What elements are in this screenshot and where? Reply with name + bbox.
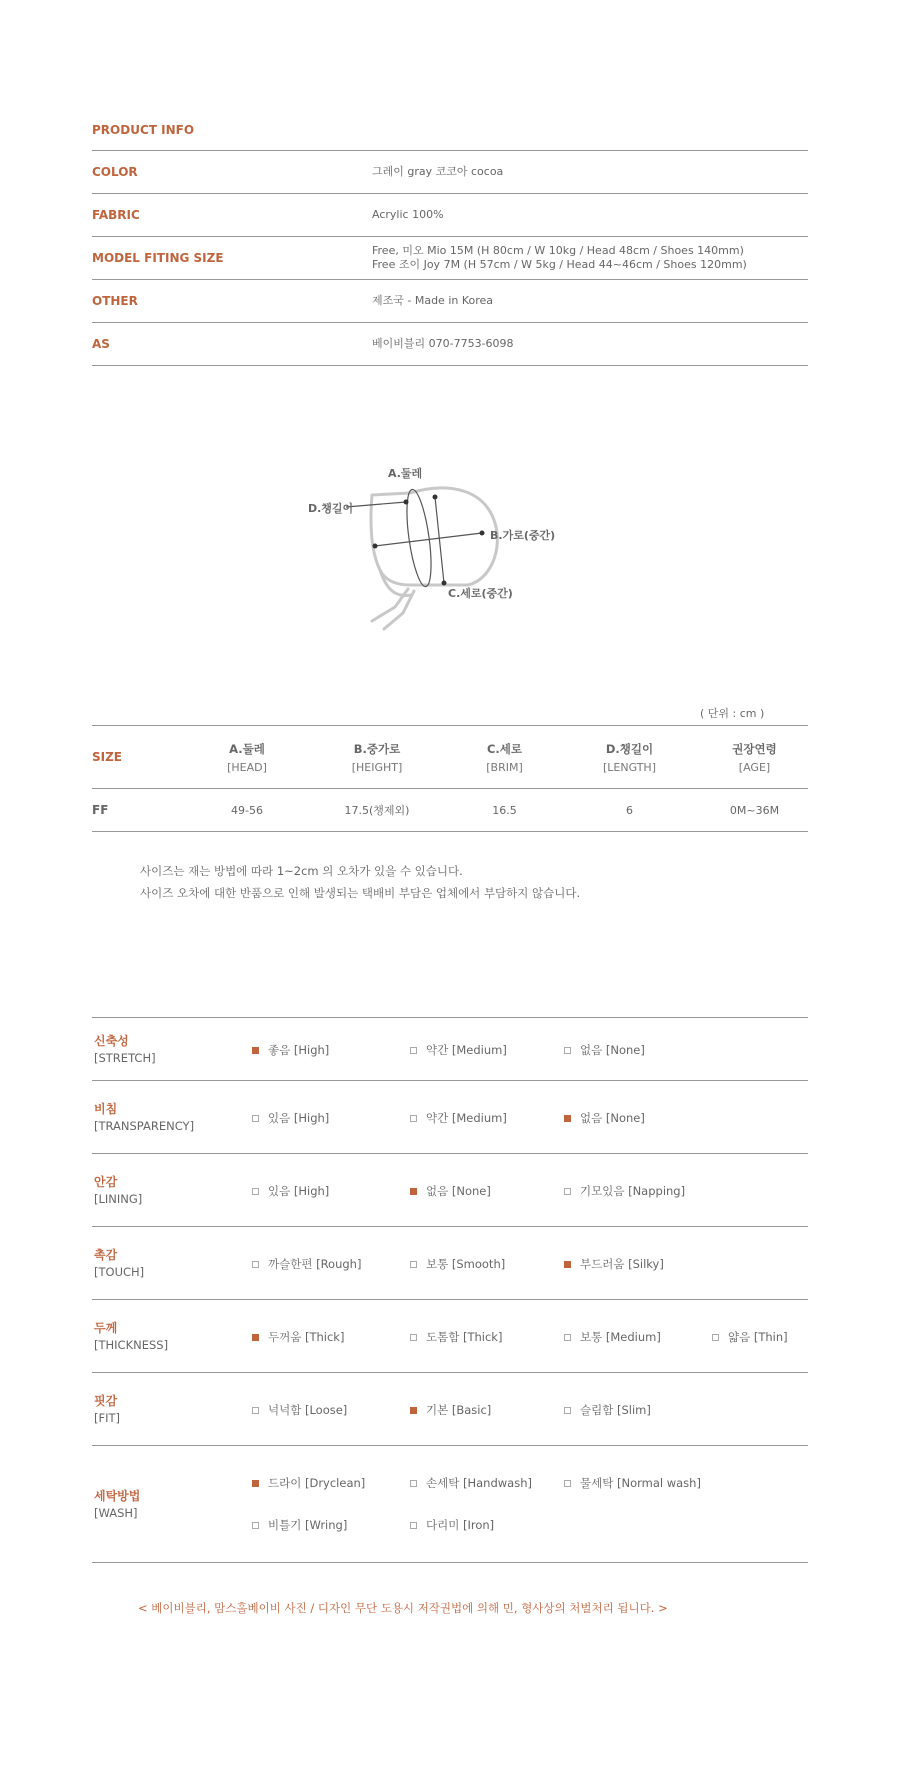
size-name: FF bbox=[92, 803, 109, 817]
size-cell: 49-56 bbox=[231, 803, 263, 817]
attr-option: 도톰함 [Thick] bbox=[410, 1329, 502, 1345]
size-row bbox=[92, 789, 808, 832]
checkbox-icon bbox=[252, 1480, 259, 1487]
info-row-as bbox=[92, 323, 808, 366]
size-cell: 0M~36M bbox=[729, 803, 780, 817]
col-header: B.중가로 [HEIGHT] bbox=[351, 741, 403, 774]
info-value: Free, 미오 Mio 15M (H 80cm / W 10kg / Head 48cm / Shoes 140mm) Free 조이 Joy 7M (H 57cm / W 5kg / Head 44~46cm / Shoes 120mm) bbox=[372, 244, 747, 271]
info-value: 제조국 - Made in Korea bbox=[372, 294, 494, 307]
label-b-width: B.가로(중간) bbox=[490, 529, 556, 542]
attr-name: 핏감 [FIT] bbox=[94, 1394, 121, 1425]
checkbox-icon bbox=[410, 1115, 417, 1122]
info-row-model-size bbox=[92, 237, 808, 280]
attr-option: 있음 [High] bbox=[252, 1110, 329, 1126]
checkbox-icon bbox=[564, 1188, 571, 1195]
col-header: 권장연령 [AGE] bbox=[732, 741, 777, 774]
copyright-notice: < 베이비블리, 맘스홀베이비 사진 / 디자인 무단 도용시 저작권법에 의해 민, 형사상의 처벌처리 됩니다. > bbox=[138, 1601, 668, 1615]
product-info-title: PRODUCT INFO bbox=[92, 110, 808, 151]
attr-option: 약간 [Medium] bbox=[410, 1042, 507, 1058]
attr-option: 까슬한편 [Rough] bbox=[252, 1256, 361, 1272]
attr-option: 있음 [High] bbox=[252, 1183, 329, 1199]
info-key: OTHER bbox=[92, 294, 138, 308]
info-row-color bbox=[92, 151, 808, 194]
checkbox-icon bbox=[564, 1480, 571, 1487]
info-row-fabric bbox=[92, 194, 808, 237]
attr-row-fit bbox=[92, 1373, 808, 1446]
checkbox-icon bbox=[252, 1188, 259, 1195]
col-header: C.세로 [BRIM] bbox=[486, 741, 523, 774]
attr-name: 신축성 [STRETCH] bbox=[94, 1034, 156, 1065]
attr-row-stretch bbox=[92, 1018, 808, 1081]
attr-option: 기모있음 [Napping] bbox=[564, 1183, 685, 1199]
attr-option: 두꺼움 [Thick] bbox=[252, 1329, 344, 1345]
attr-row-thickness bbox=[92, 1300, 808, 1373]
checkbox-icon bbox=[410, 1407, 417, 1414]
size-table-header bbox=[92, 726, 808, 789]
col-header: D.챙길이 [LENGTH] bbox=[602, 741, 656, 774]
info-value: 그레이 gray 코코아 cocoa bbox=[372, 165, 504, 178]
attr-option: 기본 [Basic] bbox=[410, 1402, 491, 1418]
product-info-table bbox=[92, 110, 808, 366]
attr-option: 다리미 [Iron] bbox=[410, 1517, 494, 1533]
checkbox-icon bbox=[252, 1047, 259, 1054]
size-table bbox=[92, 725, 808, 832]
attr-row-wash bbox=[92, 1446, 808, 1563]
attr-option: 약간 [Medium] bbox=[410, 1110, 507, 1126]
note-line: 사이즈는 재는 방법에 따라 1~2cm 의 오차가 있을 수 있습니다. bbox=[140, 864, 463, 878]
bonnet-illustration bbox=[300, 455, 600, 655]
info-key: MODEL FITING SIZE bbox=[92, 251, 224, 265]
label-c-height: C.세로(중간) bbox=[448, 587, 513, 600]
attr-option: 드라이 [Dryclean] bbox=[252, 1475, 365, 1491]
info-key: FABRIC bbox=[92, 208, 140, 222]
checkbox-icon bbox=[410, 1522, 417, 1529]
attr-option: 부드러움 [Silky] bbox=[564, 1256, 664, 1272]
attr-name: 촉감 [TOUCH] bbox=[94, 1248, 145, 1279]
attr-option: 넉넉함 [Loose] bbox=[252, 1402, 347, 1418]
checkbox-icon bbox=[252, 1334, 259, 1341]
attr-option: 비틀기 [Wring] bbox=[252, 1517, 347, 1533]
checkbox-icon bbox=[410, 1334, 417, 1341]
attr-name: 비침 [TRANSPARENCY] bbox=[94, 1102, 195, 1133]
attr-option: 없음 [None] bbox=[564, 1110, 645, 1126]
checkbox-icon bbox=[252, 1115, 259, 1122]
checkbox-icon bbox=[252, 1261, 259, 1268]
col-header: A.둘레 [HEAD] bbox=[227, 741, 267, 774]
attr-option: 손세탁 [Handwash] bbox=[410, 1475, 532, 1491]
measurement-diagram bbox=[300, 455, 600, 655]
checkbox-icon bbox=[564, 1115, 571, 1122]
checkbox-icon bbox=[252, 1407, 259, 1414]
attr-option: 물세탁 [Normal wash] bbox=[564, 1475, 701, 1491]
label-d-brim: D.챙길이 bbox=[308, 502, 354, 515]
checkbox-icon bbox=[410, 1047, 417, 1054]
checkbox-icon bbox=[564, 1407, 571, 1414]
note-line: 사이즈 오차에 대한 반품으로 인해 발생되는 택배비 부담은 업체에서 부담하지 않습니다. bbox=[140, 886, 581, 900]
checkbox-icon bbox=[564, 1334, 571, 1341]
attr-name: 세탁방법 [WASH] bbox=[94, 1489, 141, 1520]
info-key: AS bbox=[92, 337, 110, 351]
checkbox-icon bbox=[410, 1480, 417, 1487]
attr-option: 보통 [Medium] bbox=[564, 1329, 661, 1345]
checkbox-icon bbox=[252, 1522, 259, 1529]
fabric-attributes-table bbox=[92, 1017, 808, 1563]
size-header-label: SIZE bbox=[92, 750, 123, 764]
label-a-circumference: A.둘레 bbox=[388, 467, 423, 480]
info-key: COLOR bbox=[92, 165, 138, 179]
attr-name: 안감 [LINING] bbox=[94, 1175, 143, 1206]
attr-row-lining bbox=[92, 1154, 808, 1227]
info-value: 베이비블리 070-7753-6098 bbox=[372, 337, 514, 350]
unit-label: ( 단위 : cm ) bbox=[700, 707, 765, 720]
attr-option: 보통 [Smooth] bbox=[410, 1256, 505, 1272]
checkbox-icon bbox=[564, 1047, 571, 1054]
attr-row-transparency bbox=[92, 1081, 808, 1154]
checkbox-icon bbox=[410, 1261, 417, 1268]
size-cell: 6 bbox=[626, 803, 633, 817]
info-row-other bbox=[92, 280, 808, 323]
attr-option: 좋음 [High] bbox=[252, 1042, 329, 1058]
size-cell: 16.5 bbox=[492, 803, 517, 817]
info-value: Acrylic 100% bbox=[372, 208, 444, 221]
attr-row-touch bbox=[92, 1227, 808, 1300]
checkbox-icon bbox=[712, 1334, 719, 1341]
attr-option: 슬림함 [Slim] bbox=[564, 1402, 651, 1418]
size-notes bbox=[140, 860, 580, 904]
checkbox-icon bbox=[564, 1261, 571, 1268]
attr-option: 얇음 [Thin] bbox=[712, 1329, 788, 1345]
size-cell: 17.5(챙제외) bbox=[344, 804, 410, 817]
attr-name: 두께 [THICKNESS] bbox=[94, 1321, 169, 1352]
attr-option: 없음 [None] bbox=[564, 1042, 645, 1058]
checkbox-icon bbox=[410, 1188, 417, 1195]
attr-option: 없음 [None] bbox=[410, 1183, 491, 1199]
